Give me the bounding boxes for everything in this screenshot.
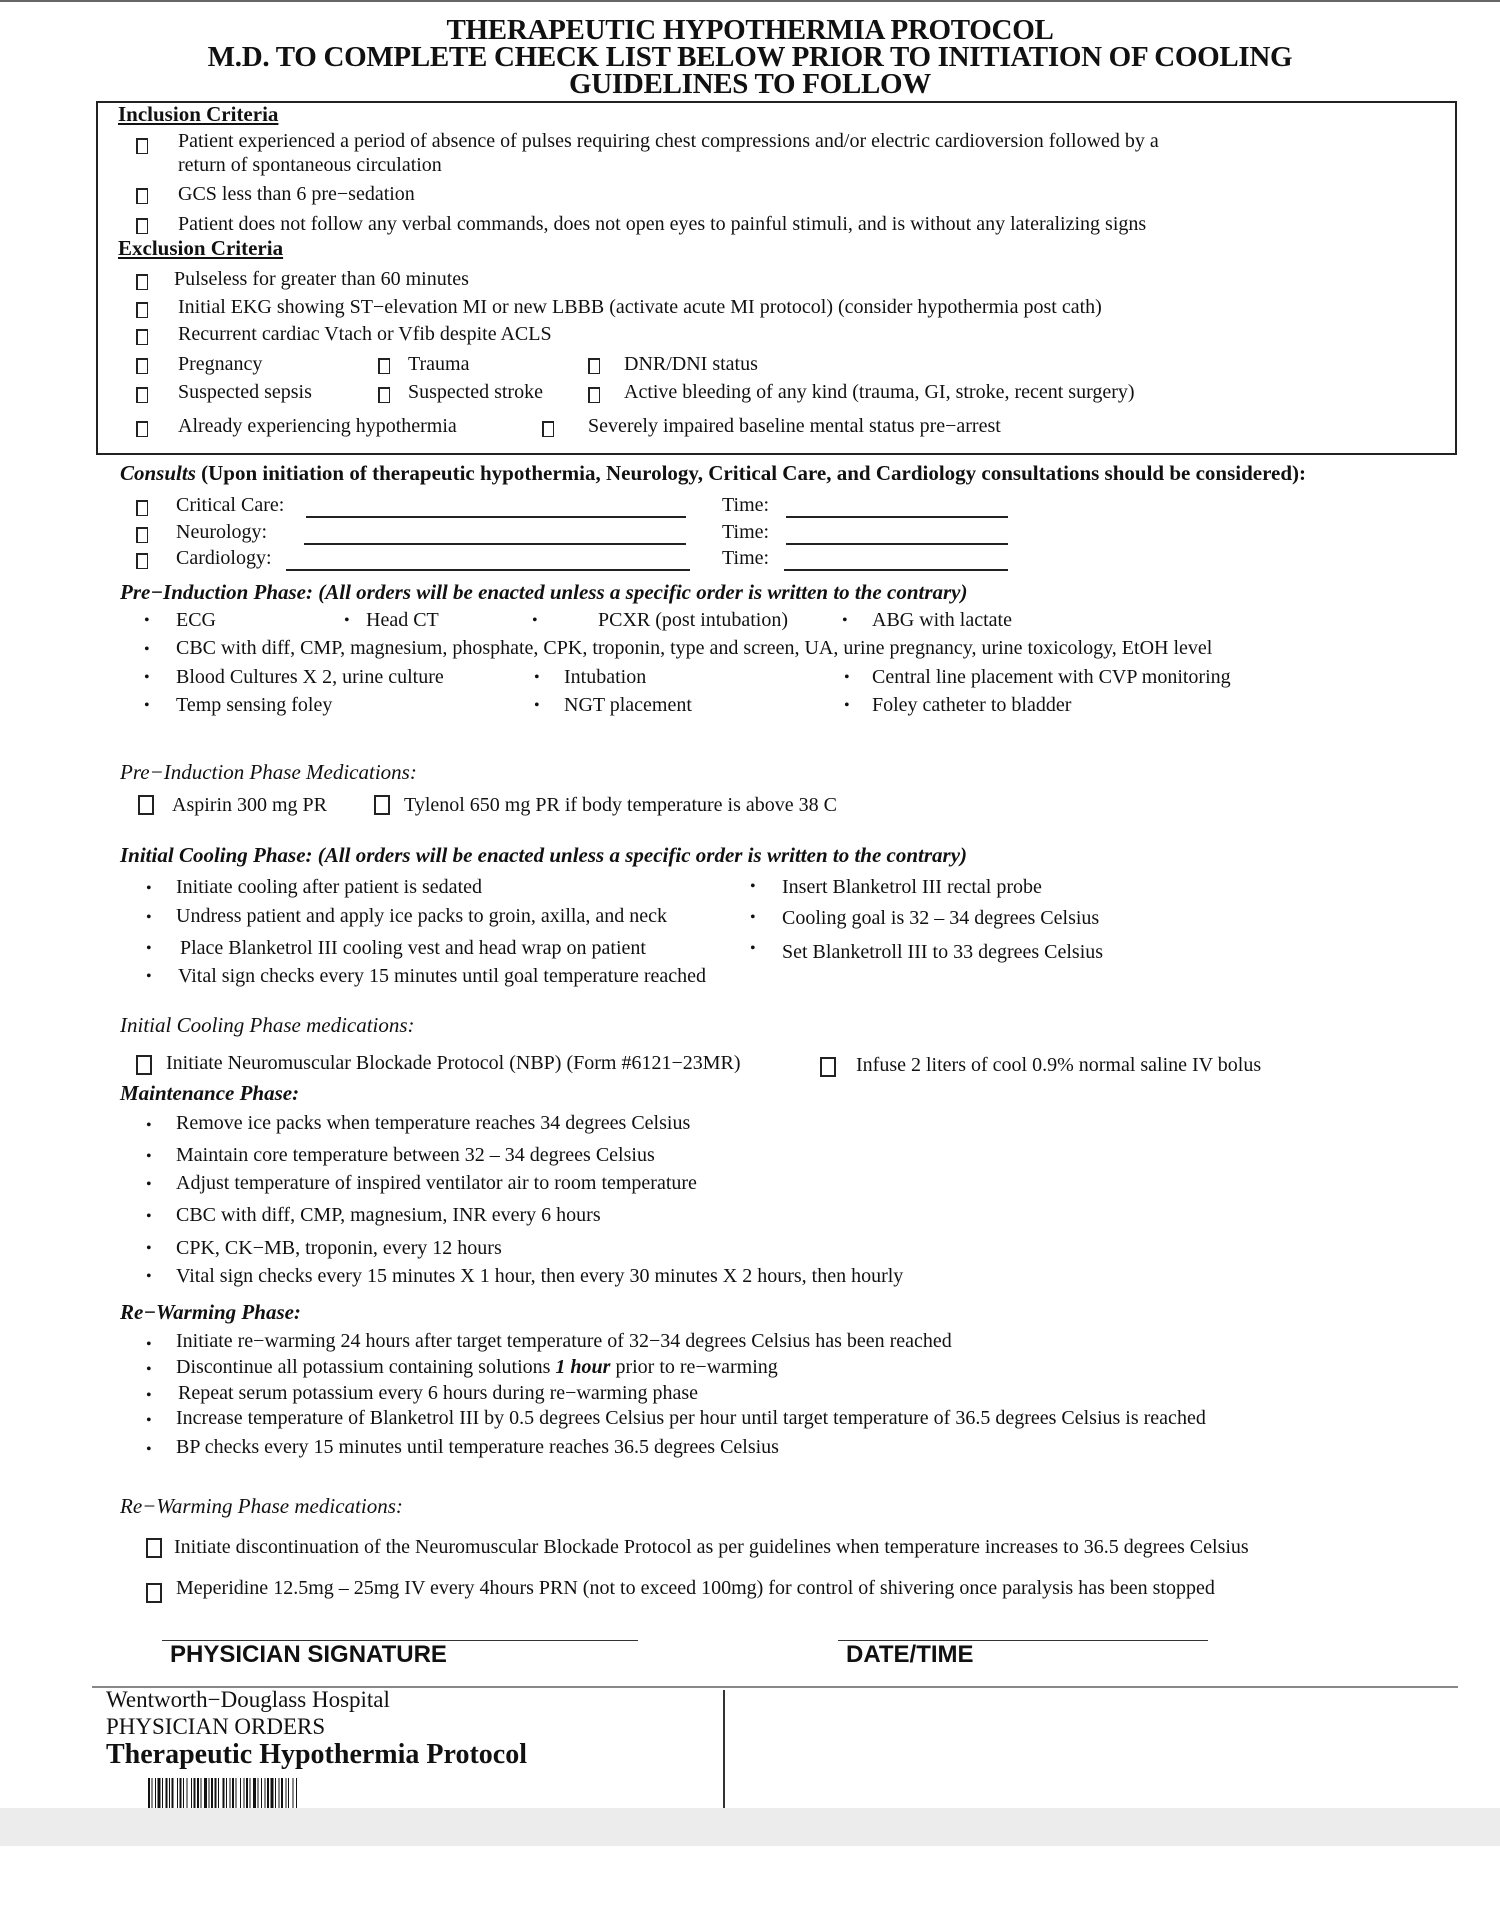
pre-induction-item: Temp sensing foley	[176, 694, 333, 716]
pre-induction-heading	[120, 580, 968, 604]
consults-heading	[120, 461, 1306, 485]
exclusion-item-hypothermia: Already experiencing hypothermia	[178, 415, 457, 437]
rewarming-item: Repeat serum potassium every 6 hours during re−warming phase	[178, 1382, 699, 1404]
rewarming-item-emphasis: 1 hour	[555, 1356, 611, 1378]
bullet: •	[146, 1148, 152, 1165]
pre-induction-item: NGT placement	[564, 694, 692, 716]
inclusion-item-1-cont: return of spontaneous circulation	[178, 154, 442, 176]
bullet: •	[146, 1176, 152, 1193]
bullet: •	[344, 612, 350, 629]
pre-induction-item: Central line placement with CVP monitoring	[872, 666, 1231, 688]
rewarming-item: BP checks every 15 minutes until temperature reaches 36.5 degrees Celsius	[176, 1436, 779, 1458]
bullet: •	[532, 612, 538, 629]
consult-time-label-critical-care: Time:	[722, 494, 770, 516]
pre-induction-item: Intubation	[564, 666, 647, 688]
rewarming-item-text: Discontinue all potassium containing solutions	[176, 1356, 556, 1378]
rewarming-item-text-end: prior to re−warming	[610, 1356, 778, 1378]
consult-checkbox-neurology[interactable]	[136, 527, 148, 547]
exclusion-item-dnr: DNR/DNI status	[624, 353, 758, 375]
consult-field-neurology[interactable]	[304, 543, 686, 545]
bullet: •	[146, 1441, 152, 1458]
initial-cooling-item: Cooling goal is 32 – 34 degrees Celsius	[782, 907, 1100, 929]
initial-cooling-meds-heading: Initial Cooling Phase medications:	[120, 1013, 415, 1037]
maintenance-item: Maintain core temperature between 32 – 34 degrees Celsius	[176, 1144, 655, 1166]
inclusion-item-1: Patient experienced a period of absence of pulses requiring chest compressions and/or electric cardioversion followed by a	[178, 130, 1159, 152]
initial-cooling-med-checkbox-saline[interactable]	[820, 1057, 836, 1080]
initial-cooling-med-nbp: Initiate Neuromuscular Blockade Protocol (NBP) (Form #6121−23MR)	[166, 1052, 741, 1074]
rewarming-med-checkbox-meperidine[interactable]	[146, 1583, 162, 1606]
bullet: •	[146, 1208, 152, 1225]
footer-orders: PHYSICIAN ORDERS	[106, 1714, 326, 1739]
pre-induction-med-tylenol: Tylenol 650 mg PR if body temperature is above 38 C	[404, 794, 837, 816]
inclusion-item-2: GCS less than 6 pre−sedation	[178, 183, 415, 205]
pre-induction-item: ABG with lactate	[872, 609, 1012, 631]
exclusion-checkbox-2[interactable]	[136, 302, 148, 322]
bullet: •	[144, 612, 150, 629]
maintenance-item: Remove ice packs when temperature reaches 34 degrees Celsius	[176, 1112, 691, 1134]
exclusion-checkbox-stroke[interactable]	[378, 387, 390, 407]
consult-checkbox-critical-care[interactable]	[136, 500, 148, 520]
initial-cooling-item: Initiate cooling after patient is sedated	[176, 876, 482, 898]
bullet: •	[844, 697, 850, 714]
footer-vertical-divider	[723, 1690, 725, 1808]
exclusion-item-sepsis: Suspected sepsis	[178, 381, 312, 403]
footer-protocol: Therapeutic Hypothermia Protocol	[106, 1739, 527, 1770]
consult-time-field-neurology[interactable]	[786, 543, 1008, 545]
inclusion-checkbox-3[interactable]	[136, 218, 148, 238]
inclusion-checkbox-1[interactable]	[136, 138, 148, 158]
exclusion-heading: Exclusion Criteria	[118, 236, 284, 260]
bullet: •	[750, 909, 756, 926]
bullet: •	[146, 1336, 152, 1353]
consult-label-critical-care: Critical Care:	[176, 494, 285, 516]
maintenance-item: CBC with diff, CMP, magnesium, INR every 6 hours	[176, 1204, 601, 1226]
form-title: THERAPEUTIC HYPOTHERMIA PROTOCOL	[446, 14, 1054, 46]
initial-cooling-med-saline: Infuse 2 liters of cool 0.9% normal saline IV bolus	[856, 1054, 1262, 1076]
exclusion-checkbox-mental-status[interactable]	[542, 421, 554, 441]
bullet: •	[146, 1268, 152, 1285]
physician-signature-label: PHYSICIAN SIGNATURE	[170, 1641, 447, 1668]
pre-induction-item: Blood Cultures X 2, urine culture	[176, 666, 444, 688]
bullet: •	[844, 669, 850, 686]
inclusion-heading: Inclusion Criteria	[118, 102, 279, 126]
form-guidelines-title: GUIDELINES TO FOLLOW	[569, 68, 931, 100]
exclusion-item-2: Initial EKG showing ST−elevation MI or new LBBB (activate acute MI protocol) (consider hypothermia post cath)	[178, 296, 1102, 318]
consult-time-field-critical-care[interactable]	[786, 516, 1008, 518]
rewarming-med-checkbox-nbp[interactable]	[146, 1538, 162, 1561]
bullet: •	[534, 697, 540, 714]
consult-field-critical-care[interactable]	[306, 516, 686, 518]
top-border	[0, 0, 1500, 2]
maintenance-item: CPK, CK−MB, troponin, every 12 hours	[176, 1237, 502, 1259]
bullet: •	[750, 878, 756, 895]
bullet: •	[146, 1387, 152, 1404]
initial-cooling-item: Set Blanketroll III to 33 degrees Celsius	[782, 941, 1104, 963]
footer-hospital: Wentworth−Douglass Hospital	[106, 1687, 390, 1712]
pre-induction-item: PCXR (post intubation)	[598, 609, 789, 631]
bottom-gray-band	[0, 1808, 1500, 1846]
pre-induction-med-aspirin: Aspirin 300 mg PR	[172, 794, 328, 816]
pre-induction-meds-heading: Pre−Induction Phase Medications:	[120, 760, 417, 784]
inclusion-item-3: Patient does not follow any verbal commands, does not open eyes to painful stimuli, and is without any lateralizing signs	[178, 213, 1147, 235]
exclusion-checkbox-pregnancy[interactable]	[136, 358, 148, 378]
bullet: •	[534, 669, 540, 686]
exclusion-item-bleeding: Active bleeding of any kind (trauma, GI, stroke, recent surgery)	[624, 381, 1135, 403]
maintenance-item: Vital sign checks every 15 minutes X 1 hour, then every 30 minutes X 2 hours, then hourly	[176, 1265, 904, 1287]
consult-label-neurology: Neurology:	[176, 521, 268, 543]
initial-cooling-item: Place Blanketrol III cooling vest and head wrap on patient	[180, 937, 646, 959]
bullet: •	[750, 940, 756, 957]
exclusion-checkbox-3[interactable]	[136, 329, 148, 349]
consults-heading-rest: (Upon initiation of therapeutic hypothermia, Neurology, Critical Care, and Cardiology consultations should be considered):	[195, 461, 1307, 485]
consults-heading-lead: Consults	[120, 461, 196, 485]
rewarming-item	[176, 1355, 778, 1379]
maintenance-heading: Maintenance Phase:	[120, 1081, 300, 1105]
bullet: •	[146, 968, 152, 985]
inclusion-checkbox-2[interactable]	[136, 188, 148, 208]
exclusion-checkbox-sepsis[interactable]	[136, 387, 148, 407]
datetime-label: DATE/TIME	[846, 1641, 974, 1668]
pre-induction-item: Foley catheter to bladder	[872, 694, 1072, 716]
bullet: •	[146, 880, 152, 897]
pre-induction-heading-lead: Pre−Induction Phase:	[120, 580, 313, 604]
form-subtitle: M.D. TO COMPLETE CHECK LIST BELOW PRIOR TO INITIATION OF COOLING	[207, 41, 1293, 73]
maintenance-item: Adjust temperature of inspired ventilator air to room temperature	[176, 1172, 697, 1194]
exclusion-item-stroke: Suspected stroke	[408, 381, 543, 403]
initial-cooling-heading	[120, 843, 967, 867]
bullet: •	[146, 1412, 152, 1429]
consult-checkbox-cardiology[interactable]	[136, 553, 148, 573]
bullet: •	[146, 1117, 152, 1134]
pre-induction-item: Head CT	[366, 609, 439, 631]
bullet: •	[146, 1240, 152, 1257]
rewarming-heading: Re−Warming Phase:	[120, 1300, 301, 1324]
initial-cooling-item: Insert Blanketrol III rectal probe	[782, 876, 1042, 898]
exclusion-checkbox-hypothermia[interactable]	[136, 421, 148, 441]
exclusion-item-trauma: Trauma	[408, 353, 470, 375]
initial-cooling-heading-lead: Initial Cooling Phase:	[120, 843, 313, 867]
consult-field-cardiology[interactable]	[286, 569, 690, 571]
bullet: •	[146, 1361, 152, 1378]
initial-cooling-item: Undress patient and apply ice packs to groin, axilla, and neck	[176, 905, 667, 927]
initial-cooling-item: Vital sign checks every 15 minutes until goal temperature reached	[178, 965, 707, 987]
bullet: •	[146, 940, 152, 957]
consult-label-cardiology: Cardiology:	[176, 547, 272, 569]
rewarming-item: Initiate re−warming 24 hours after target temperature of 32−34 degrees Celsius has been reached	[176, 1330, 952, 1352]
consult-time-field-cardiology[interactable]	[784, 569, 1008, 571]
exclusion-item-mental-status: Severely impaired baseline mental status pre−arrest	[588, 415, 1001, 437]
bullet: •	[144, 641, 150, 658]
exclusion-checkbox-dnr[interactable]	[588, 358, 600, 378]
bullet: •	[842, 612, 848, 629]
pre-induction-item: ECG	[176, 609, 216, 631]
pre-induction-med-checkbox-tylenol[interactable]	[374, 795, 390, 818]
consult-time-label-neurology: Time:	[722, 521, 770, 543]
exclusion-checkbox-trauma[interactable]	[378, 358, 390, 378]
rewarming-item: Increase temperature of Blanketrol III by 0.5 degrees Celsius per hour until target temperature of 36.5 degrees Celsius is reached	[176, 1407, 1206, 1429]
exclusion-checkbox-bleeding[interactable]	[588, 387, 600, 407]
exclusion-item-pregnancy: Pregnancy	[178, 353, 263, 375]
barcode	[148, 1778, 410, 1808]
pre-induction-heading-rest: (All orders will be enacted unless a specific order is written to the contrary)	[313, 580, 968, 604]
exclusion-item-1: Pulseless for greater than 60 minutes	[174, 268, 469, 290]
rewarming-med-meperidine: Meperidine 12.5mg – 25mg IV every 4hours PRN (not to exceed 100mg) for control of shivering once paralysis has been stopped	[176, 1577, 1215, 1599]
pre-induction-item: CBC with diff, CMP, magnesium, phosphate, CPK, troponin, type and screen, UA, urine pregnancy, urine toxicology, EtOH level	[176, 637, 1213, 659]
pre-induction-med-checkbox-aspirin[interactable]	[138, 795, 154, 818]
bullet: •	[144, 697, 150, 714]
bullet: •	[144, 669, 150, 686]
rewarming-meds-heading: Re−Warming Phase medications:	[120, 1494, 403, 1518]
initial-cooling-med-checkbox-nbp[interactable]	[136, 1055, 152, 1078]
initial-cooling-heading-rest: (All orders will be enacted unless a specific order is written to the contrary)	[312, 843, 968, 867]
exclusion-item-3: Recurrent cardiac Vtach or Vfib despite ACLS	[178, 323, 552, 345]
bullet: •	[146, 909, 152, 926]
rewarming-med-nbp: Initiate discontinuation of the Neuromuscular Blockade Protocol as per guidelines when temperature increases to 36.5 degrees Celsius	[174, 1536, 1249, 1558]
consult-time-label-cardiology: Time:	[722, 547, 770, 569]
exclusion-checkbox-1[interactable]	[136, 274, 148, 294]
